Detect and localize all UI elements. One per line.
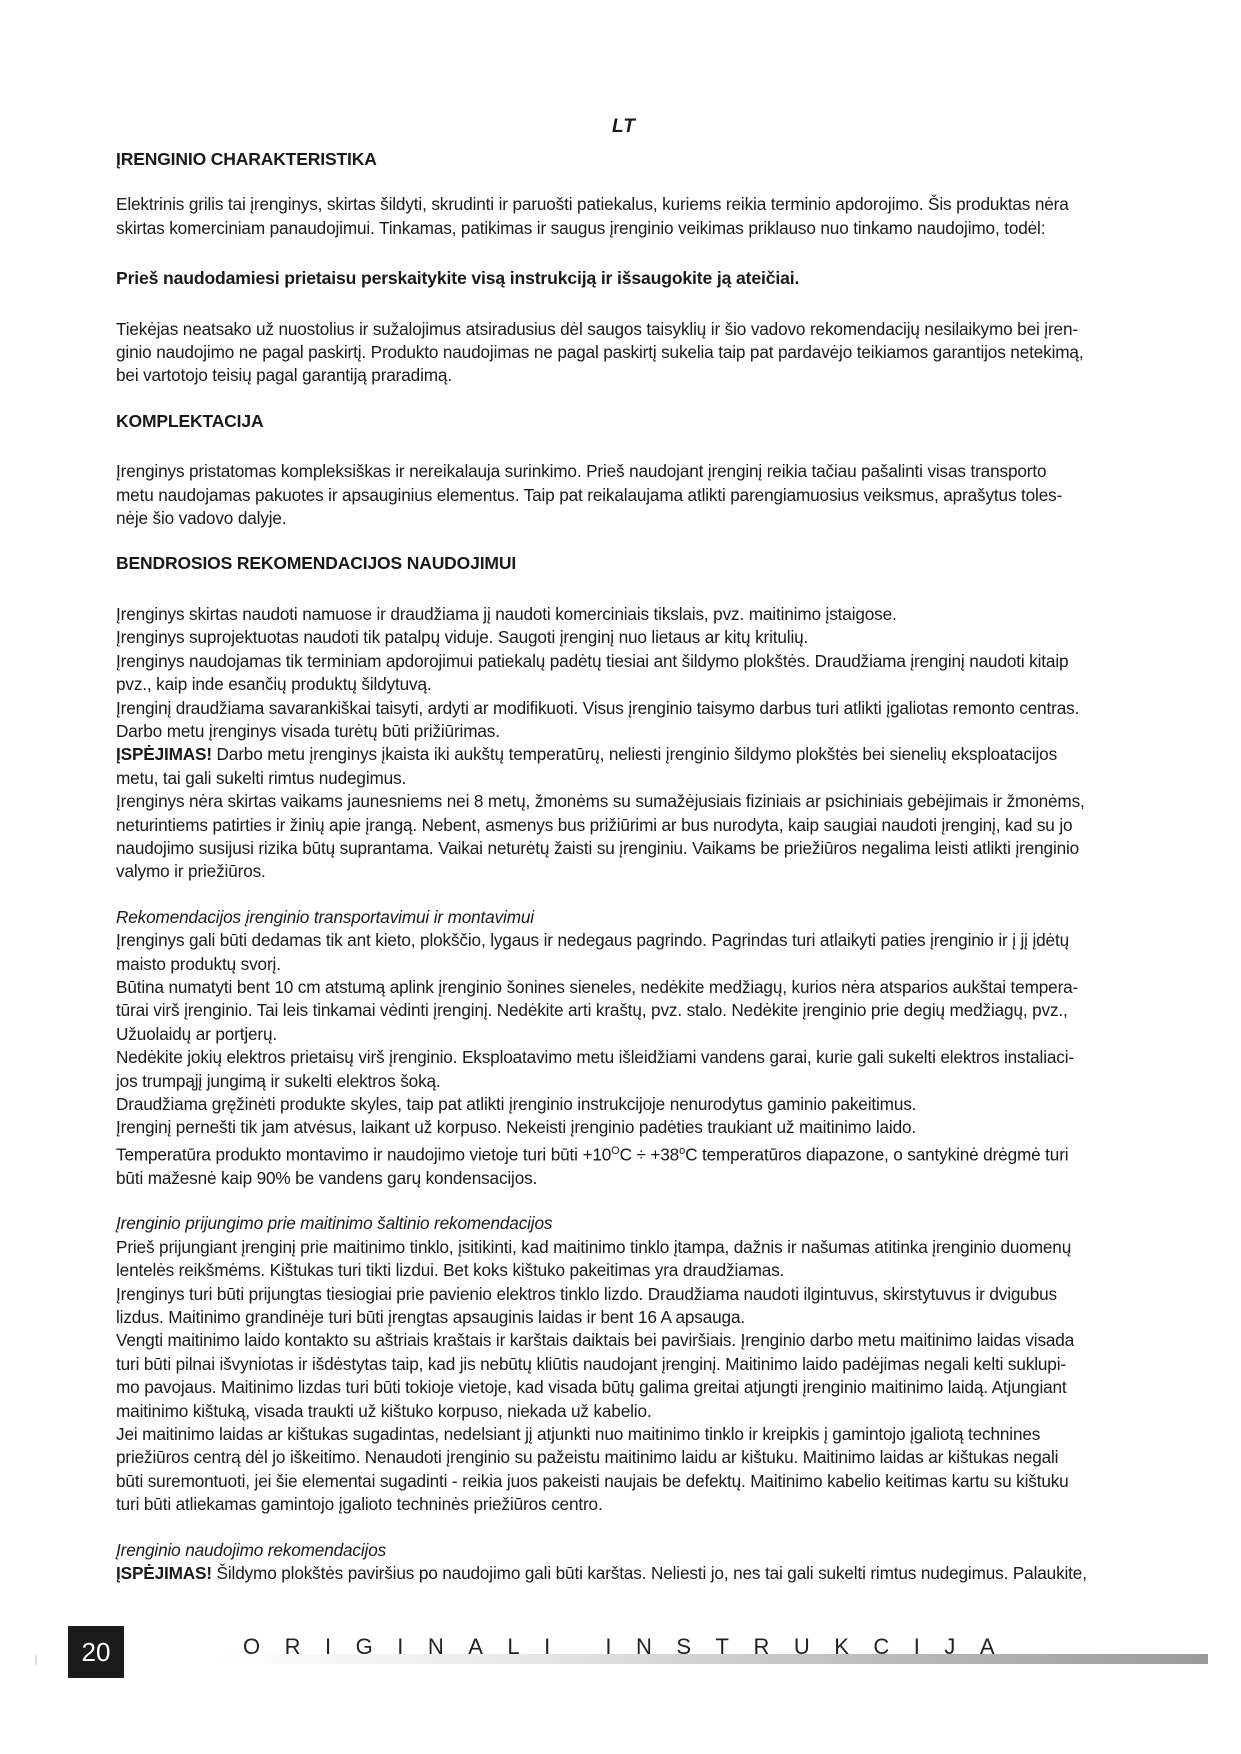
temperature-text-b: C ÷ +38 xyxy=(619,1144,680,1165)
temperature-text-a: Temperatūra produkto montavimo ir naudojimo vietoje turi būti +10 xyxy=(116,1144,612,1165)
paragraph-line: būti mažesnė kaip 90% be vandens garų kondensacijos. xyxy=(116,1167,538,1188)
paragraph-line: valymo ir priežiūros. xyxy=(116,861,266,882)
document-body xyxy=(116,148,1128,1585)
paragraph-line: neturintiems patirties ir žinių apie įrangą. Nebent, asmenys bus prižiūrimi ar bus nurodyta, kaip saugiai naudoti įrenginį, kad su jo xyxy=(116,814,1073,835)
paragraph-line: mo pavojaus. Maitinimo lizdas turi būti tokioje vietoje, kad visada būtų galima greitai atjungti įrenginio maitinimo laidą. Atjungiant xyxy=(116,1377,1067,1398)
paragraph-line: metu naudojamas pakuotes ir apsauginius elementus. Taip pat reikalaujama atlikti parengiamuosius veiksmus, aprašytus toles- xyxy=(116,484,1063,505)
margin-mark xyxy=(35,1655,37,1665)
degree-sup: O xyxy=(611,1144,620,1157)
warning-line xyxy=(116,743,1128,766)
warning-label: ĮSPĖJIMAS! xyxy=(116,1563,212,1584)
paragraph-line: Vengti maitinimo laido kontakto su aštriais kraštais ir karštais daiktais bei paviršiais. Įrenginio darbo metu maitinimo laidas visada xyxy=(116,1330,1075,1351)
paragraph-line: Užuolaidų ar portjerų. xyxy=(116,1023,278,1044)
paragraph-line: Prieš prijungiant įrenginį prie maitinimo tinklo, įsitikinti, kad maitinimo tinklo įtampa, dažnis ir našumas atitinka įrenginio duomenų xyxy=(116,1236,1072,1257)
paragraph-line: Įrenginys suprojektuotas naudoti tik patalpų viduje. Saugoti įrenginį nuo lietaus ar kitų kritulių. xyxy=(116,627,809,648)
paragraph-line: Įrenginys gali būti dedamas tik ant kieto, plokščio, lygaus ir nedegaus pagrindo. Pagrindas turi atlaikyti paties įrenginio ir į jį įdėtų xyxy=(116,930,1069,951)
warning-text: Darbo metu įrenginys įkaista iki aukštų temperatūrų, neliesti įrenginio šildymo plokštės bei sienelių eksploatacijos xyxy=(211,744,1058,765)
section-heading-contents: KOMPLEKTACIJA xyxy=(116,410,264,431)
warning-label: ĮSPĖJIMAS! xyxy=(116,744,212,765)
paragraph-line: skirtas komerciniam panaudojimui. Tinkamas, patikimas ir saugus įrenginio veikimas priklauso nuo tinkamo naudojimo, todėl: xyxy=(116,217,1046,238)
paragraph-line: ginio naudojimo ne pagal paskirtį. Produkto naudojimas ne pagal paskirtį sukelia taip pat pardavėjo teikiamos garantijos netekimą, xyxy=(116,342,1084,363)
read-instructions-notice: Prieš naudodamiesi prietaisu perskaitykite visą instrukciją ir išsaugokite ją ateičiai. xyxy=(116,268,800,289)
temperature-text-c: C temperatūros diapazone, o santykinė drėgmė turi xyxy=(685,1144,1069,1165)
paragraph-line: lizdus. Maitinimo grandinėje turi būti įrengtas apsauginis laidas ir bent 16 A apsauga. xyxy=(116,1306,746,1327)
paragraph-line: būti suremontuoti, jei šie elementai sugadinti - reikia juos pakeisti naujais be defektų. Maitinimo kabelio keitimas kartu su kištuku xyxy=(116,1470,1069,1491)
paragraph-line: priežiūros centrą dėl jo iškeitimo. Nenaudoti įrenginio su pažeistu maitinimo laidu ar kištuku. Maitinimo laidas ar kištukas negali xyxy=(116,1447,1059,1468)
paragraph-line: Darbo metu įrenginys visada turėtų būti prižiūrimas. xyxy=(116,720,500,741)
paragraph-line: Įrenginys pristatomas kompleksiškas ir nereikalauja surinkimo. Prieš naudojant įrenginį reikia tačiau pašalinti visas transporto xyxy=(116,461,1047,482)
paragraph-line: Būtina numatyti bent 10 cm atstumą aplink įrenginio šonines sieneles, nedėkite medžiagų, kurios nėra atsparios aukštai tempera- xyxy=(116,976,1079,997)
paragraph-line: jos trumpąjį jungimą ir sukelti elektros šoką. xyxy=(116,1070,441,1091)
paragraph-line: bei vartotojo teisių pagal garantiją praradimą. xyxy=(116,365,452,386)
subsection-heading-power: Įrenginio prijungimo prie maitinimo šaltinio rekomendacijos xyxy=(116,1213,553,1234)
paragraph-line: Įrenginys skirtas naudoti namuose ir draudžiama jį naudoti komerciniais tikslais, pvz. maitinimo įstaigose. xyxy=(116,603,897,624)
paragraph-line: naudojimo susijusi rizika būtų suprantama. Vaikai neturėtų žaisti su įrenginiu. Vaikams be priežiūros negalima leisti atlikti įrenginio xyxy=(116,837,1080,858)
paragraph-line: Draudžiama gręžinėti produkte skyles, taip pat atlikti įrenginio instrukcijoje nenurodytus gaminio pakeitimus. xyxy=(116,1094,917,1114)
paragraph-line: Elektrinis grilis tai įrenginys, skirtas šildyti, skrudinti ir paruošti patiekalus, kuriems reikia terminio apdorojimo. Šis produktas nėra xyxy=(116,194,1069,215)
paragraph-line: Įrenginys nėra skirtas vaikams jaunesniems nei 8 metų, žmonėms su sumažėjusiais fiziniais ar psichiniais gebėjimais ir žmonėms, xyxy=(116,791,1085,812)
paragraph-line: Įrenginys naudojamas tik terminiam apdorojimui patiekalų padėtų tiesiai ant šildymo plokštės. Draudžiama įrenginį naudoti kitaip xyxy=(116,650,1069,671)
paragraph-line: Nedėkite jokių elektros prietaisų virš įrenginio. Eksploatavimo metu išleidžiami vandens garai, kurie gali sukelti elektros instaliaci- xyxy=(116,1047,1074,1068)
paragraph-line: turi būti pilnai išvyniotas ir išdėstytas taip, kad jis nebūtų kliūtis naudojant įrenginį. Maitinimo laido padėjimas negali kelti suklupi- xyxy=(116,1353,1066,1374)
paragraph-line: nėje šio vadovo dalyje. xyxy=(116,508,287,529)
paragraph-line: maitinimo kištuką, visada traukti už kištuko korpuso, niekada už kabelio. xyxy=(116,1400,652,1421)
language-code: LT xyxy=(612,116,636,137)
footer-title: ORIGINALI INSTRUKCIJA xyxy=(243,1634,1020,1659)
subsection-heading-usage: Įrenginio naudojimo rekomendacijos xyxy=(116,1539,387,1560)
section-heading-general-recommendations: BENDROSIOS REKOMENDACIJOS NAUDOJIMUI xyxy=(116,553,517,574)
paragraph-line: lentelės reikšmėms. Kištukas turi tikti lizdui. Bet koks kištuko pakeitimas yra draudžiamas. xyxy=(116,1260,785,1281)
paragraph-line: tūrai virš įrenginio. Tai leis tinkamai vėdinti įrenginį. Nedėkite arti kraštų, pvz. stalo. Nedėkite įrenginio prie degių medžiagų, pvz., xyxy=(116,1000,1068,1021)
page-footer xyxy=(68,1626,1208,1678)
paragraph-line: metu, tai gali sukelti rimtus nudegimus. xyxy=(116,767,407,788)
paragraph-line: maisto produktų svorį. xyxy=(116,953,281,974)
subsection-heading-transport: Rekomendacijos įrenginio transportavimui ir montavimui xyxy=(116,906,534,927)
warning-line xyxy=(116,1562,1128,1585)
paragraph-line: Įrenginys turi būti prijungtas tiesiogiai prie pavienio elektros tinklo lizdo. Draudžiama naudoti ilgintuvus, skirstytuvus ir dvigubus xyxy=(116,1283,1057,1304)
degree-sup: o xyxy=(679,1144,686,1157)
section-heading-characteristics: ĮRENGINIO CHARAKTERISTIKA xyxy=(116,149,377,169)
paragraph-line: turi būti atliekamas gamintojo įgalioto techninės priežiūros centro. xyxy=(116,1494,603,1515)
paragraph-line: pvz., kaip inde esančių produktų šildytuvą. xyxy=(116,674,432,695)
paragraph-line: Jei maitinimo laidas ar kištukas sugadintas, nedelsiant jį atjunkti nuo maitinimo tinklo ir kreipkis į gamintojo įgaliotą technines xyxy=(116,1424,1041,1445)
temperature-line xyxy=(116,1140,1128,1167)
paragraph-line: Įrenginį pernešti tik jam atvėsus, laikant už korpuso. Nekeisti įrenginio padėties traukiant už maitinimo laido. xyxy=(116,1117,917,1138)
warning-text: Šildymo plokštės paviršius po naudojimo gali būti karštas. Neliesti jo, nes tai gali sukelti rimtus nudegimus. Palaukite, xyxy=(211,1563,1087,1584)
page-number: 20 xyxy=(68,1626,124,1678)
paragraph-line: Įrenginį draudžiama savarankiškai taisyti, ardyti ar modifikuoti. Visus įrenginio taisymo darbus turi atlikti įgaliotas remonto centras. xyxy=(116,697,1080,718)
paragraph-line: Tiekėjas neatsako už nuostolius ir sužalojimus atsiradusius dėl saugos taisyklių ir šio vadovo rekomendacijų nesilaikymo bei įren- xyxy=(116,318,1078,339)
